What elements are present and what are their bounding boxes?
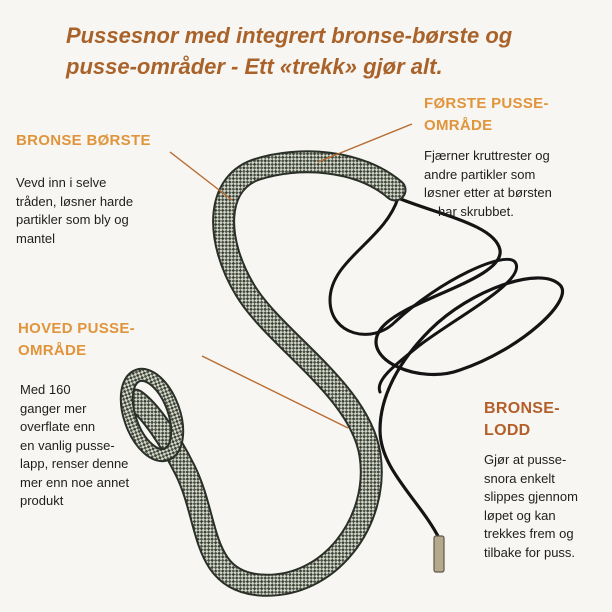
heading-line: LODD	[484, 422, 531, 439]
text-line: partikler som bly og	[16, 212, 129, 227]
callout-text-forste-pusseomrade	[424, 147, 552, 221]
headline-line-1: Pussesnor med integrert bronse-børste og	[66, 23, 513, 48]
text-line: slippes gjennom	[484, 489, 578, 504]
text-line: produkt	[20, 493, 64, 508]
leader-line-bronse-borste	[170, 152, 232, 200]
headline-line-2: pusse-områder - Ett «trekk» gjør alt.	[66, 54, 443, 79]
text-line: mer enn noe annet	[20, 474, 130, 490]
callout-heading-hoved-pusseomrade	[18, 318, 135, 362]
heading-line: FØRSTE PUSSE-	[424, 95, 549, 112]
text-line: overflate enn	[20, 419, 96, 434]
heading-line: BRONSE-	[484, 400, 560, 417]
text-line: andre partikler som	[424, 166, 536, 182]
headline	[66, 20, 586, 82]
text-line: Med 160	[20, 382, 71, 397]
leader-line-forste-pusseomrade	[318, 124, 412, 162]
text-line: Gjør at pusse-	[484, 452, 567, 467]
callout-heading-bronse-borste: BRONSE BØRSTE	[16, 132, 151, 149]
text-line: Vevd inn i selve	[16, 175, 107, 190]
text-line: trekkes frem og	[484, 526, 574, 541]
cord	[330, 198, 517, 392]
text-line: tråden, løsner harde	[16, 193, 134, 209]
woven-rope	[135, 162, 395, 585]
heading-line: OMRÅDE	[18, 342, 87, 359]
callout-text-bronselodd	[484, 451, 578, 562]
bronze-weight	[434, 536, 444, 572]
text-line: løsner etter at børsten	[424, 185, 552, 200]
text-line: en vanlig pusse-	[20, 437, 115, 453]
text-line: mantel	[16, 230, 56, 246]
callout-text-hoved-pusseomrade	[20, 381, 129, 511]
heading-line: OMRÅDE	[424, 117, 493, 134]
text-line: løpet og kan	[484, 507, 556, 523]
heading-line: HOVED PUSSE-	[18, 320, 135, 337]
callout-heading-forste-pusseomrade	[424, 93, 549, 137]
text-line: lapp, renser denne	[20, 456, 129, 471]
text-line: tilbake for puss.	[484, 544, 576, 560]
callout-heading-bronselodd	[484, 398, 560, 442]
callout-text-bronse-borste	[16, 174, 133, 248]
text-line: snora enkelt	[484, 470, 555, 486]
text-line: Fjærner kruttrester og	[424, 148, 550, 163]
text-line: har skrubbet.	[438, 203, 514, 219]
text-line: ganger mer	[20, 400, 87, 416]
